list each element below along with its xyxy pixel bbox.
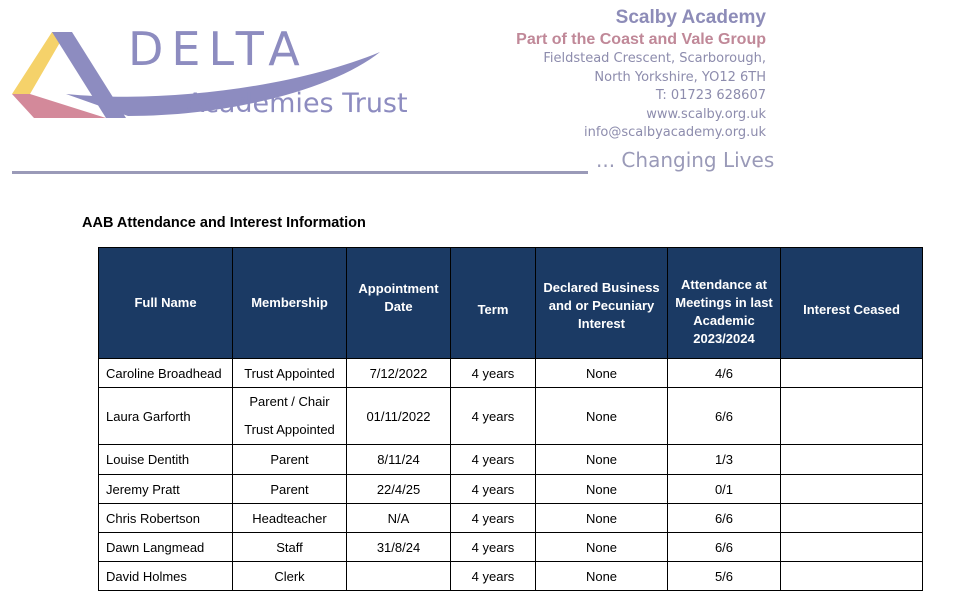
tagline: ... Changing Lives [596, 148, 775, 172]
table-row [99, 504, 923, 533]
cell-date: 01/11/2022 [347, 388, 451, 445]
cell-name: Caroline Broadhead [99, 359, 233, 388]
table-row [99, 359, 923, 388]
cell-ceased [781, 359, 923, 388]
cell-name: Dawn Langmead [99, 533, 233, 562]
cell-interest: None [536, 533, 668, 562]
address-line: Fieldstead Crescent, Scarborough, [543, 51, 766, 66]
cell-membership: Clerk [233, 562, 347, 591]
school-address-block [516, 6, 766, 143]
header-rule [12, 171, 588, 174]
cell-name: Laura Garforth [99, 388, 233, 445]
table-header-row [99, 248, 923, 359]
cell-interest: None [536, 504, 668, 533]
cell-term: 4 years [451, 504, 536, 533]
cell-term: 4 years [451, 533, 536, 562]
cell-term: 4 years [451, 445, 536, 475]
cell-attendance: 6/6 [668, 388, 781, 445]
cell-interest: None [536, 445, 668, 475]
cell-attendance: 6/6 [668, 533, 781, 562]
cell-name: Jeremy Pratt [99, 475, 233, 504]
cell-interest: None [536, 475, 668, 504]
table-row [99, 533, 923, 562]
membership-line: Parent / Chair [249, 394, 330, 409]
table-row [99, 475, 923, 504]
cell-attendance: 1/3 [668, 445, 781, 475]
cell-date: 7/12/2022 [347, 359, 451, 388]
cell-ceased [781, 533, 923, 562]
cell-date: 8/11/24 [347, 445, 451, 475]
cell-attendance: 5/6 [668, 562, 781, 591]
cell-membership [233, 388, 347, 445]
cell-membership: Trust Appointed [233, 359, 347, 388]
column-header-interest: Declared Business and or Pecuniary Interest [536, 248, 668, 359]
cell-interest: None [536, 359, 668, 388]
cell-date: 31/8/24 [347, 533, 451, 562]
phone-line: T: 01723 628607 [655, 88, 766, 103]
cell-ceased [781, 562, 923, 591]
cell-membership: Headteacher [233, 504, 347, 533]
address-line: North Yorkshire, YO12 6TH [594, 69, 766, 85]
cell-name: David Holmes [99, 562, 233, 591]
cell-membership: Staff [233, 533, 347, 562]
column-header-membership: Membership [233, 248, 347, 359]
column-header-full-name: Full Name [99, 248, 233, 359]
email-link[interactable]: info@scalbyacademy.org.uk [583, 125, 766, 140]
attendance-table [98, 247, 923, 591]
table-row [99, 388, 923, 445]
cell-term: 4 years [451, 475, 536, 504]
cell-ceased [781, 445, 923, 475]
cell-membership: Parent [233, 475, 347, 504]
logo-wordmark: DELTA [128, 22, 308, 76]
cell-date: N/A [347, 504, 451, 533]
cell-term: 4 years [451, 562, 536, 591]
cell-membership: Parent [233, 445, 347, 475]
cell-ceased [781, 504, 923, 533]
cell-name: Louise Dentith [99, 445, 233, 475]
cell-ceased [781, 388, 923, 445]
cell-term: 4 years [451, 359, 536, 388]
cell-name: Chris Robertson [99, 504, 233, 533]
page-heading: AAB Attendance and Interest Information [82, 215, 366, 231]
school-name: Scalby Academy [615, 7, 766, 28]
cell-interest: None [536, 388, 668, 445]
cell-date [347, 562, 451, 591]
cell-date: 22/4/25 [347, 475, 451, 504]
cell-attendance: 4/6 [668, 359, 781, 388]
column-header-interest-ceased: Interest Ceased [781, 248, 923, 359]
column-header-appointment-date: Appointment Date [347, 248, 451, 359]
website-link[interactable]: www.scalby.org.uk [646, 106, 766, 122]
cell-attendance: 6/6 [668, 504, 781, 533]
cell-term: 4 years [451, 388, 536, 445]
table-row [99, 445, 923, 475]
cell-ceased [781, 475, 923, 504]
school-group: Part of the Coast and Vale Group [516, 31, 766, 48]
column-header-term: Term [451, 248, 536, 359]
membership-line: Trust Appointed [244, 422, 335, 437]
table-row [99, 562, 923, 591]
logo-subtitle: Academies Trust [186, 88, 408, 119]
cell-attendance: 0/1 [668, 475, 781, 504]
column-header-attendance: Attendance at Meetings in last Academic 2023/2024 [668, 248, 781, 359]
cell-interest: None [536, 562, 668, 591]
